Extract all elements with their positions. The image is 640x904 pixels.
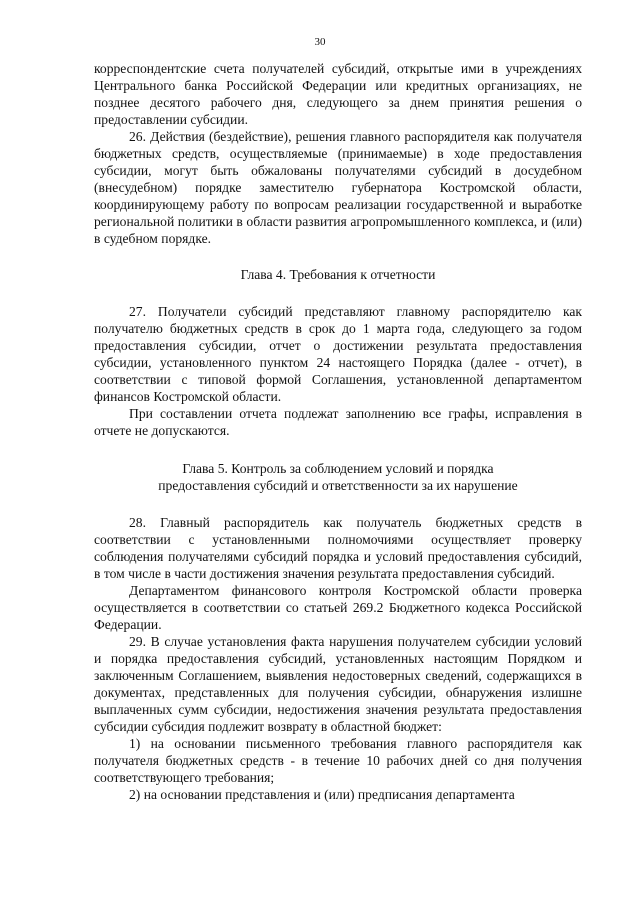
chapter-5-heading-line-2: предоставления субсидий и ответственности за их нарушение [158,478,518,493]
paragraph-29: 29. В случае установления факта нарушения получателем субсидии условий и порядка предоставления субсидий, установленных настоящим Порядком и заключенным Соглашением, выявления недостоверных сведений, содержащихся в документах, представленных для получения субсидии, обнаружения излишне выплаченных сумм субсидии, недостижения значения результата предоставления субсидии субсидия подлежит возврату в областной бюджет: [94,634,582,734]
paragraph-26: 26. Действия (бездействие), решения главного распорядителя как получателя бюджетных средств, осуществляемые (принимаемые) в ходе предоставления субсидии, могут быть обжалованы получателями субсидий в досудебном (внесудебном) порядке заместителю губернатора Костромской области, координирующему работу по вопросам реализации государственной и выработке региональной политики в области развития агропромышленного комплекса, и (или) в судебном порядке. [94,129,582,246]
paragraph-29-item-2: 2) на основании представления и (или) предписания департамента [129,787,515,802]
chapter-4-heading: Глава 4. Требования к отчетности [240,267,436,282]
document-body [94,60,582,803]
paragraph-28-financial-control: Департаментом финансового контроля Костромской области проверка осуществляется в соответствии со статьей 269.2 Бюджетного кодекса Российской Федерации. [94,583,582,632]
paragraph-27-reporting-rules: При составлении отчета подлежат заполнению все графы, исправления в отчете не допускаются. [94,406,582,438]
page-number: 30 [314,36,326,48]
paragraph-27: 27. Получатели субсидий представляют главному распорядителю как получателю бюджетных средств в срок до 1 марта года, следующего за годом предоставления субсидии, отчет о достижении результата предоставления субсидии, установленного пунктом 24 настоящего Порядка (далее - отчет), в соответствии с типовой формой Соглашения, установленной департаментом финансов Костромской области. [94,304,582,404]
paragraph-continuation: корреспондентские счета получателей субсидий, открытые ими в учреждениях Центрального банка Российской Федерации или кредитных организациях, не позднее десятого рабочего дня, следующего за днем принятия решения о предоставлении субсидии. [94,61,582,127]
chapter-5-heading-line-1: Глава 5. Контроль за соблюдением условий и порядка [182,461,494,476]
paragraph-29-item-1: 1) на основании письменного требования главного распорядителя как получателя бюджетных средств - в течение 10 рабочих дней со дня получения соответствующего требования; [94,736,582,785]
chapter-5-heading [94,460,582,494]
paragraph-28: 28. Главный распорядитель как получатель бюджетных средств в соответствии с установленными полномочиями осуществляет проверку соблюдения получателями субсидий порядка и условий предоставления субсидий, в том числе в части достижения значения результата предоставления субсидий. [94,515,582,581]
